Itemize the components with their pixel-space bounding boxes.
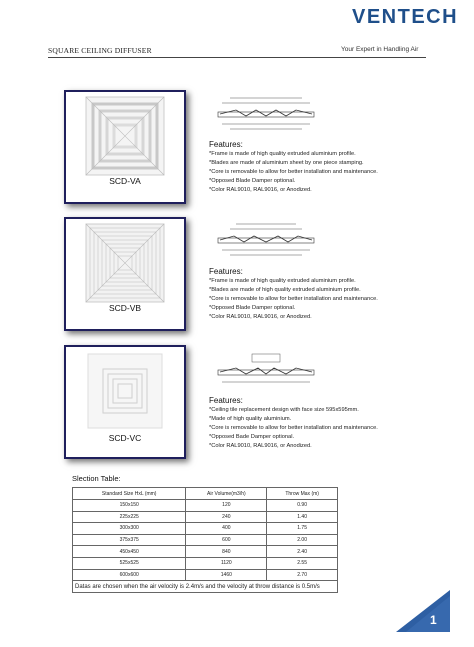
page-title: SQUARE CEILING DIFFUSER: [48, 46, 152, 55]
table-cell: 240: [186, 511, 267, 523]
model-label: SCD-VC: [108, 433, 142, 443]
table-cell: 600: [186, 534, 267, 546]
feature-item: *Frame is made of high quality extruded aluminium profile.: [209, 151, 356, 157]
features-list: [209, 277, 378, 322]
features-list: [209, 150, 378, 195]
table-row: [73, 534, 338, 546]
feature-item: *Core is removable to allow for better installation and maintenance.: [209, 296, 378, 302]
table-cell: 375x375: [73, 534, 186, 546]
feature-item: *Made of high quality aluminium.: [209, 416, 292, 422]
feature-item: *Blades are made of aluminium sheet by one piece stamping.: [209, 160, 364, 166]
table-cell: 1.40: [267, 511, 338, 523]
feature-item: *Frame is made of high quality extruded aluminium profile.: [209, 278, 356, 284]
brand-logo: VENTECH: [352, 6, 459, 28]
feature-item: *Opposed Bade Damper optional.: [209, 434, 295, 440]
page-number: 1: [430, 613, 437, 627]
product-image-scd-vc: [64, 345, 186, 459]
cross-section-drawing-scd-vc: [216, 352, 316, 388]
features-heading: Features:: [209, 396, 243, 405]
table-row: [73, 500, 338, 512]
table-cell: 525x525: [73, 557, 186, 569]
selection-table-heading: Slection Table:: [72, 474, 121, 483]
table-cell: 0.90: [267, 500, 338, 512]
feature-item: *Core is removable to allow for better installation and maintenance.: [209, 169, 378, 175]
model-label: SCD-VB: [108, 303, 142, 313]
table-cell: 2.00: [267, 534, 338, 546]
cross-section-drawing-scd-va: [216, 96, 316, 132]
table-cell: 300x300: [73, 523, 186, 535]
header-divider: [48, 57, 426, 58]
table-cell: 400: [186, 523, 267, 535]
table-note-row: [73, 581, 338, 593]
product-image-scd-va: [64, 90, 186, 204]
product-image-scd-vb: [64, 217, 186, 331]
table-cell: 2.40: [267, 546, 338, 558]
selection-table: [72, 487, 338, 593]
diffuser-grille-icon: [85, 96, 165, 176]
column-header: Air Volume(m3/h): [186, 488, 267, 500]
feature-item: *Opposed Blade Damper optional.: [209, 178, 296, 184]
table-row: [73, 557, 338, 569]
brand-slogan: Your Expert in Handling Air: [341, 46, 419, 53]
page-corner-triangle-icon: [388, 590, 450, 632]
feature-item: *Color RAL9010, RAL9016, or Anodized.: [209, 314, 312, 320]
cross-section-drawing-scd-vb: [216, 222, 316, 258]
table-cell: 150x150: [73, 500, 186, 512]
table-row: [73, 546, 338, 558]
model-label: SCD-VA: [109, 176, 141, 186]
features-heading: Features:: [209, 140, 243, 149]
table-cell: 1.75: [267, 523, 338, 535]
diffuser-grille-icon: [85, 223, 165, 303]
table-cell: 120: [186, 500, 267, 512]
feature-item: *Color RAL9010, RAL9016, or Anodized.: [209, 443, 312, 449]
feature-item: *Color RAL9010, RAL9016, or Anodized.: [209, 187, 312, 193]
table-cell: 840: [186, 546, 267, 558]
table-row: [73, 523, 338, 535]
feature-item: *Ceiling tile replacement design with face size 595x595mm.: [209, 407, 359, 413]
feature-item: *Core is removable to allow for better installation and maintenance.: [209, 425, 378, 431]
table-cell: 1120: [186, 557, 267, 569]
feature-item: *Blades are made of high quality extruded aluminium profile.: [209, 287, 361, 293]
table-cell: 450x450: [73, 546, 186, 558]
table-row: [73, 569, 338, 581]
table-header-row: [73, 488, 338, 500]
column-header: Throw Max (m): [267, 488, 338, 500]
diffuser-grille-icon: [87, 353, 163, 429]
table-cell: 600x600: [73, 569, 186, 581]
features-list: [209, 406, 378, 451]
table-cell: 1460: [186, 569, 267, 581]
table-cell: 2.70: [267, 569, 338, 581]
table-row: [73, 511, 338, 523]
features-heading: Features:: [209, 267, 243, 276]
table-note: Datas are chosen when the air velocity is 2.4m/s and the velocity at throw distance is 0.5m/s: [73, 581, 338, 593]
table-cell: 2.55: [267, 557, 338, 569]
feature-item: *Opposed Blade Damper optional.: [209, 305, 296, 311]
table-cell: 225x225: [73, 511, 186, 523]
column-header: Standard Size HxL (mm): [73, 488, 186, 500]
